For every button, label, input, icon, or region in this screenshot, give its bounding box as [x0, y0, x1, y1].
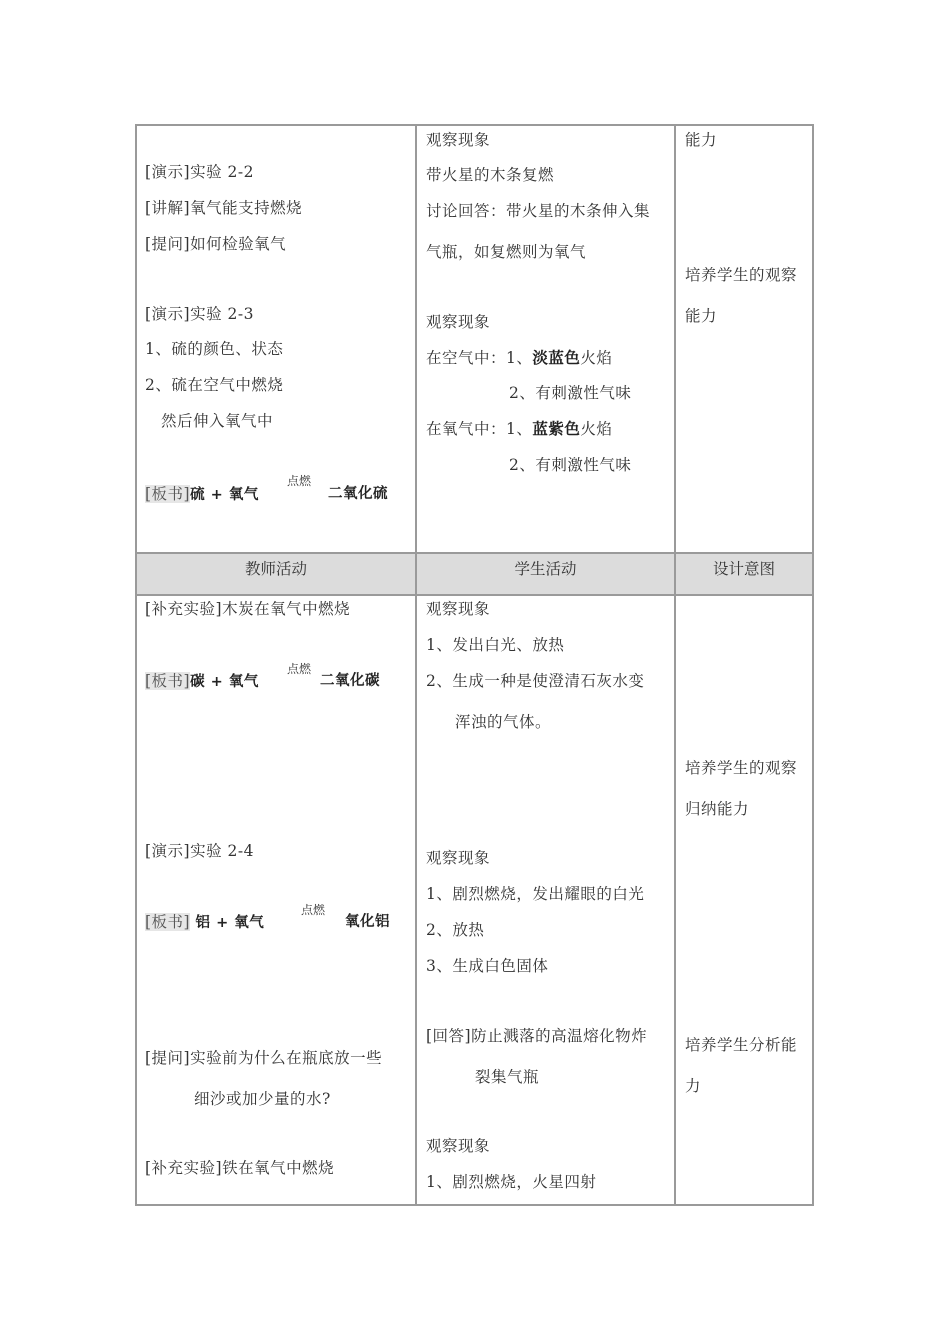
student-observe-iron: 观察现象	[426, 1137, 491, 1155]
design-analysis-a: 培养学生分析能	[685, 1036, 798, 1054]
header-student: 学生活动	[514, 560, 577, 578]
sulfur-equation	[145, 484, 259, 505]
air-prefix: 在空气中：1、	[426, 349, 533, 367]
air-suffix: 火焰	[580, 349, 613, 367]
teacher-demo-2-3: [演示]实验 2-3	[145, 305, 254, 323]
student-discuss-1: 讨论回答：带火星的木条伸入集	[426, 202, 651, 220]
teacher-question-sand: [提问]实验前为什么在瓶底放一些	[145, 1049, 383, 1067]
student-al-2: 2、放热	[426, 921, 485, 939]
student-oxygen-gas: 2、有刺激性气味	[509, 456, 632, 474]
student-air-flame	[426, 348, 612, 368]
student-air-gas: 2、有刺激性气味	[509, 384, 632, 402]
oxy-prefix: 在氧气中：1、	[426, 420, 533, 438]
al-eq-condition: 点燃	[301, 903, 326, 917]
carbon-eq-right: 二氧化碳	[320, 673, 380, 689]
student-iron-1: 1、剧烈燃烧，火星四射	[426, 1173, 597, 1191]
air-color: 淡蓝色	[532, 349, 581, 367]
student-observe-al: 观察现象	[426, 849, 491, 867]
student-observe-2: 观察现象	[426, 313, 491, 331]
column-divider-1	[415, 124, 417, 1206]
student-carbon-1: 1、发出白光、放热	[426, 636, 565, 654]
teacher-sulfur-item-1: 1、硫的颜色、状态	[145, 340, 284, 358]
sulfur-eq-left: 硫 + 氧气	[190, 487, 259, 503]
student-observe-carbon: 观察现象	[426, 600, 491, 618]
student-carbon-2-cont: 浑浊的气体。	[455, 713, 552, 731]
teacher-carbon-exp: [补充实验]木炭在氧气中燃烧	[145, 600, 351, 618]
design-ability: 能力	[685, 131, 718, 149]
student-oxygen-flame	[426, 419, 612, 439]
sulfur-eq-right: 二氧化硫	[328, 486, 388, 502]
student-carbon-2: 2、生成一种是使澄清石灰水变	[426, 672, 645, 690]
row-divider-header	[135, 594, 814, 596]
row-divider-top	[135, 552, 814, 554]
student-discuss-2: 气瓶，如复燃则为氧气	[426, 243, 587, 261]
oxy-color: 蓝紫色	[532, 420, 581, 438]
teacher-demo-2-2: [演示]实验 2-2	[145, 163, 254, 181]
carbon-eq-condition: 点燃	[287, 662, 312, 676]
student-al-3: 3、生成白色固体	[426, 957, 549, 975]
teacher-sulfur-item-2-cont: 然后伸入氧气中	[161, 412, 274, 430]
design-observe-summary-b: 归纳能力	[685, 800, 750, 818]
al-eq-right: 氧化铝	[345, 914, 390, 930]
design-analysis-b: 力	[685, 1077, 702, 1095]
student-observe-1: 观察现象	[426, 131, 491, 149]
sulfur-eq-condition: 点燃	[287, 474, 312, 488]
teacher-demo-2-4: [演示]实验 2-4	[145, 842, 254, 860]
al-eq-left: 铝 + 氧气	[195, 915, 265, 931]
header-design: 设计意图	[712, 560, 775, 578]
teacher-sulfur-item-2: 2、硫在空气中燃烧	[145, 376, 284, 394]
teacher-iron-exp: [补充实验]铁在氧气中燃烧	[145, 1159, 335, 1177]
oxy-suffix: 火焰	[580, 420, 613, 438]
carbon-eq-left: 碳 + 氧气	[190, 674, 259, 690]
column-divider-2	[674, 124, 676, 1206]
board-tag: [板书]	[145, 485, 191, 503]
design-observe-a: 培养学生的观察	[685, 266, 798, 284]
carbon-equation	[145, 671, 259, 692]
board-tag: [板书]	[145, 913, 191, 931]
student-answer: [回答]防止溅落的高温熔化物炸	[426, 1027, 648, 1045]
student-answer-cont: 裂集气瓶	[475, 1068, 540, 1086]
teacher-explain: [讲解]氧气能支持燃烧	[145, 199, 303, 217]
design-observe-b: 能力	[685, 307, 718, 325]
aluminum-equation	[145, 912, 264, 933]
student-al-1: 1、剧烈燃烧，发出耀眼的白光	[426, 885, 645, 903]
design-observe-summary-a: 培养学生的观察	[685, 759, 798, 777]
teacher-question: [提问]如何检验氧气	[145, 235, 287, 253]
header-teacher: 教师活动	[244, 560, 307, 578]
teacher-question-sand-cont: 细沙或加少量的水?	[194, 1090, 331, 1108]
student-relight: 带火星的木条复燃	[426, 166, 555, 184]
board-tag: [板书]	[145, 672, 191, 690]
